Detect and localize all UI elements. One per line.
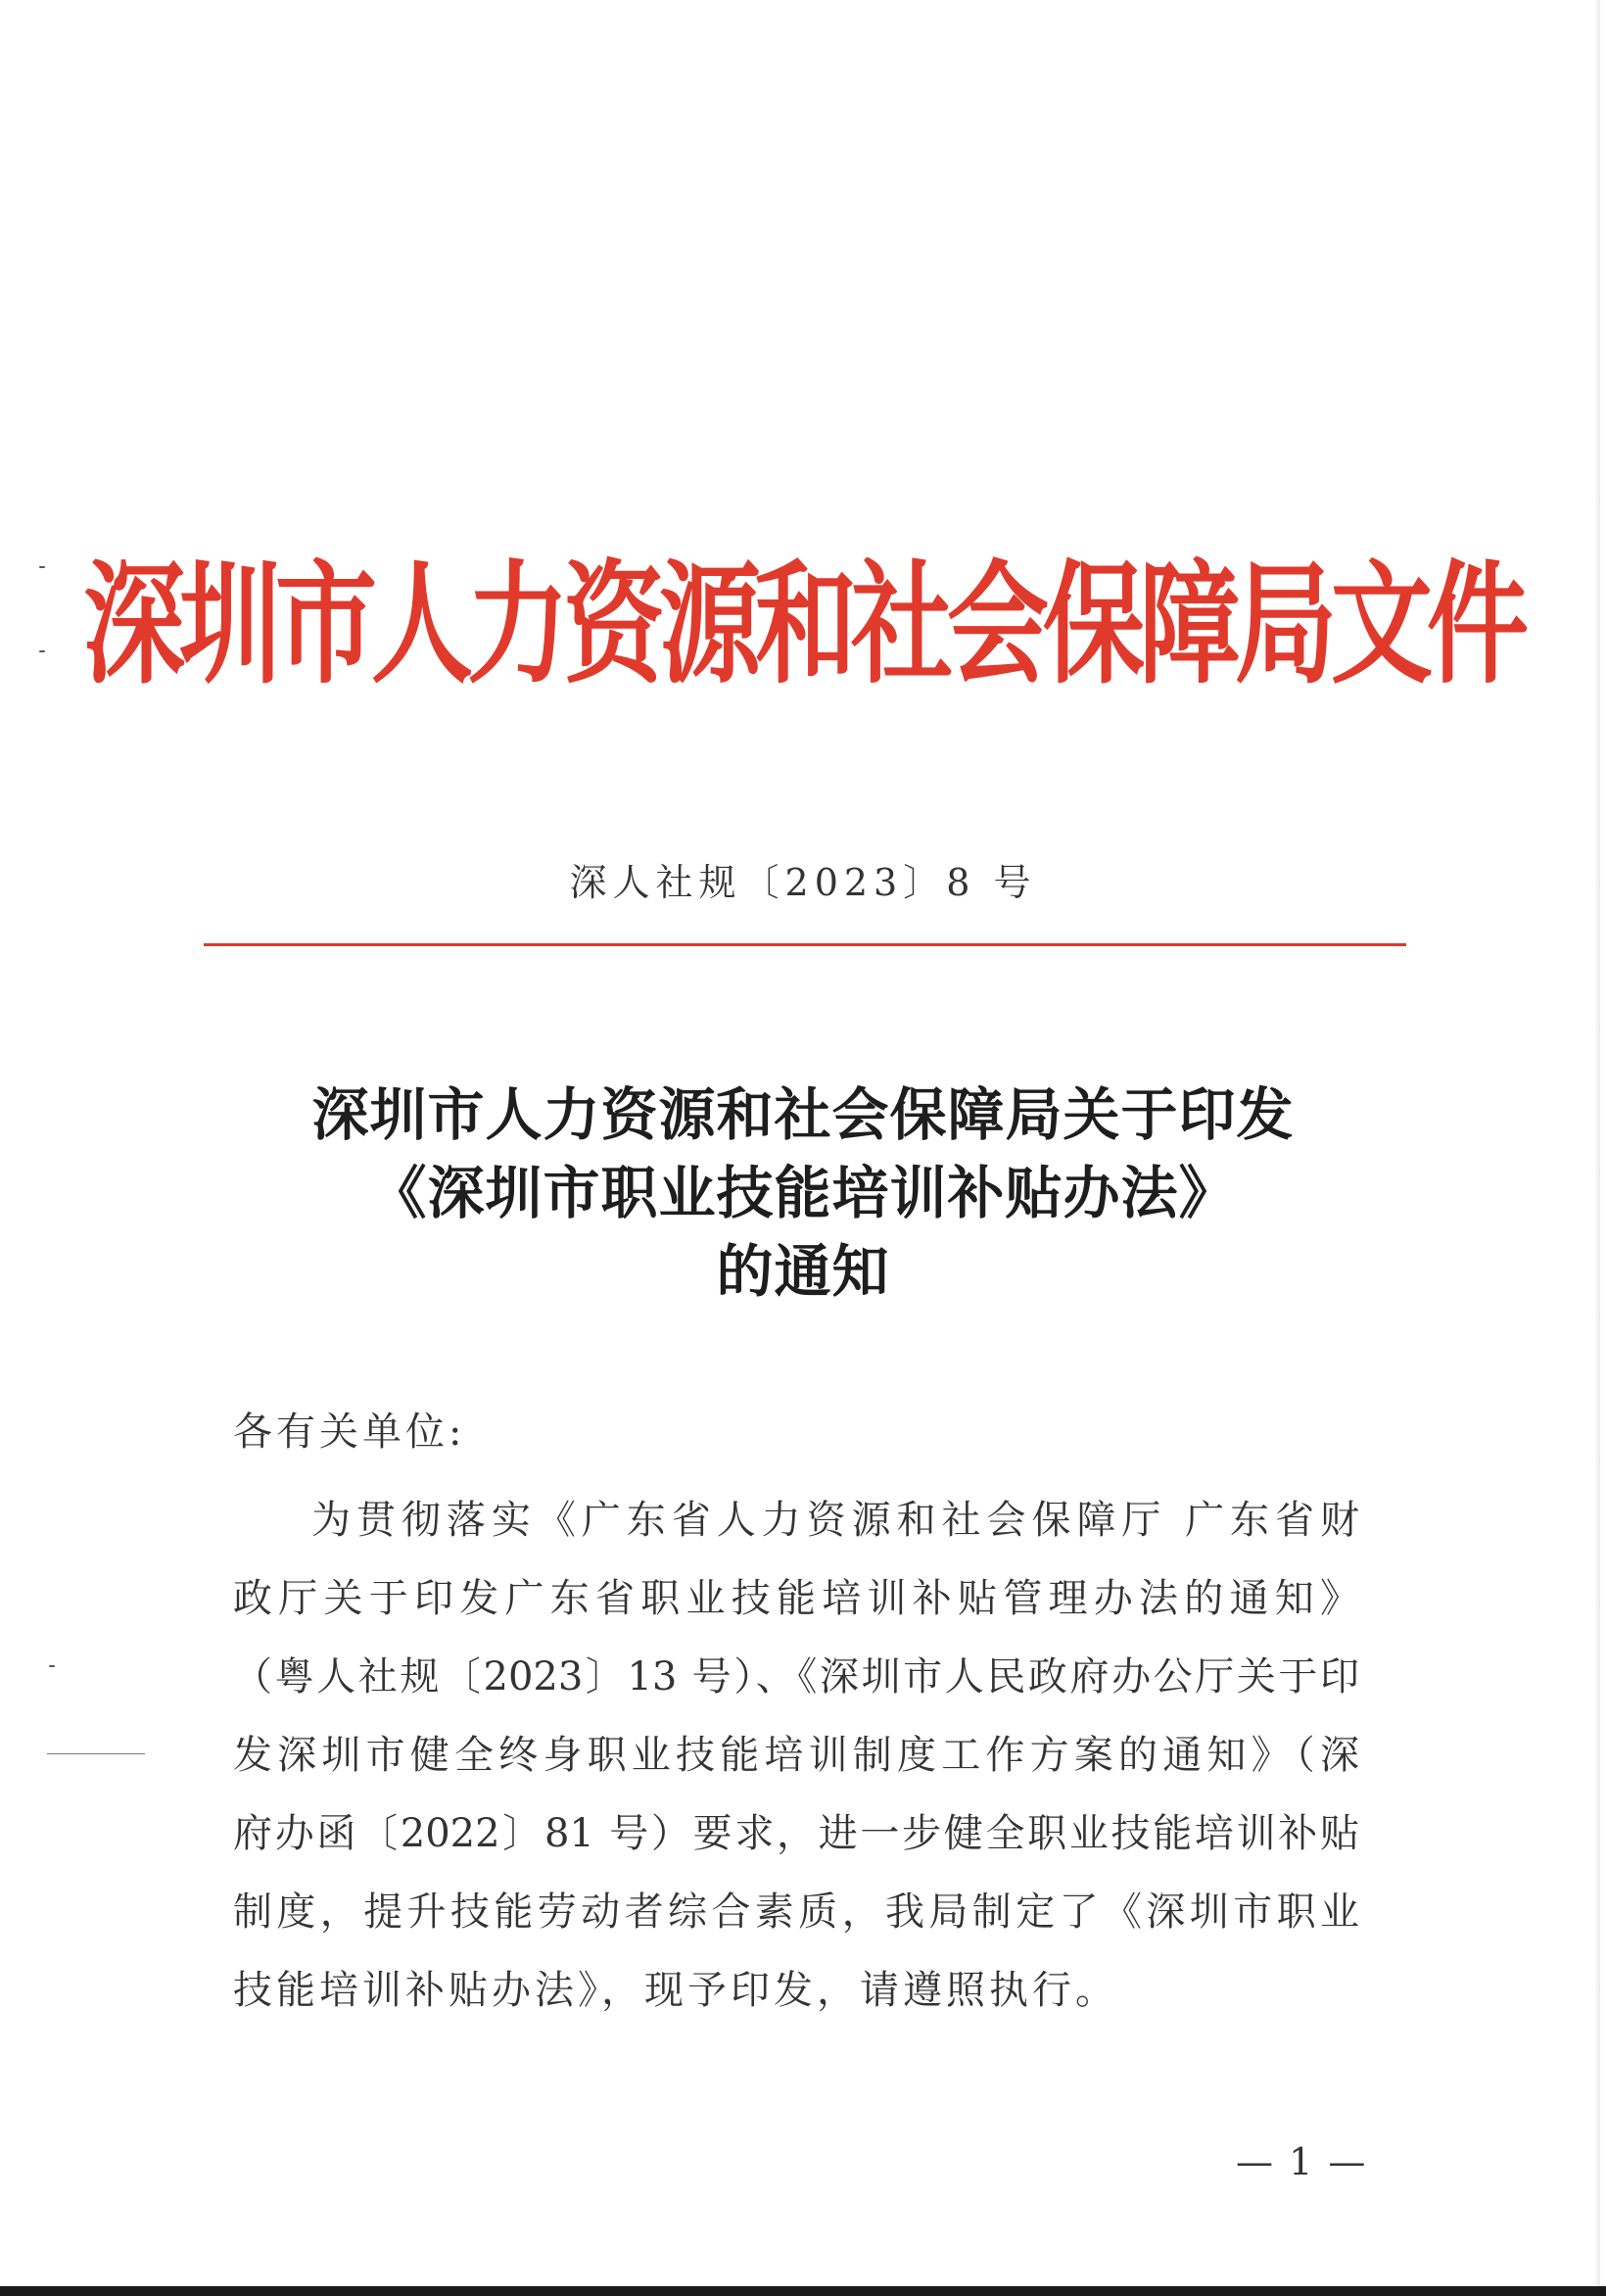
document-number: 深人社规〔2023〕8 号 <box>569 861 1037 904</box>
red-divider-line <box>204 943 1406 946</box>
page-number: — 1 — <box>1236 2140 1368 2183</box>
body-line-7: 技能培训补贴办法》，现予印发，请遵照执行。 <box>233 1968 1118 2013</box>
scan-speck <box>47 1753 145 1754</box>
scan-speck <box>49 1665 55 1667</box>
body-line-2: 政厅关于印发广东省职业技能培训补贴管理办法的通知》 <box>233 1576 1359 1621</box>
scan-edge-bottom <box>0 2286 1606 2296</box>
document-title <box>0 1076 1606 1311</box>
issuer-title: 深圳市人力资源和社会保障局文件 <box>82 547 1523 702</box>
body-line-1: 为贯彻落实《广东省人力资源和社会保障厅 广东省财 <box>311 1498 1359 1543</box>
body-line-6: 制度，提升技能劳动者综合素质，我局制定了《深圳市职业 <box>233 1889 1359 1935</box>
body-line-5: 府办函〔2022〕81 号）要求，进一步健全职业技能培训补贴 <box>233 1811 1359 1856</box>
title-line-2: 《深圳市职业技能培训补贴办法》 <box>369 1160 1237 1226</box>
title-line-3: 的通知 <box>716 1238 890 1305</box>
body-line-3: （粤人社规〔2023〕13 号）、《深圳市人民政府办公厅关于印 <box>233 1654 1359 1699</box>
title-line-1: 深圳市人力资源和社会保障局关于印发 <box>311 1081 1295 1148</box>
salutation: 各有关单位: <box>233 1410 466 1455</box>
body-line-4: 发深圳市健全终身职业技能培训制度工作方案的通知》（深 <box>233 1733 1359 1778</box>
